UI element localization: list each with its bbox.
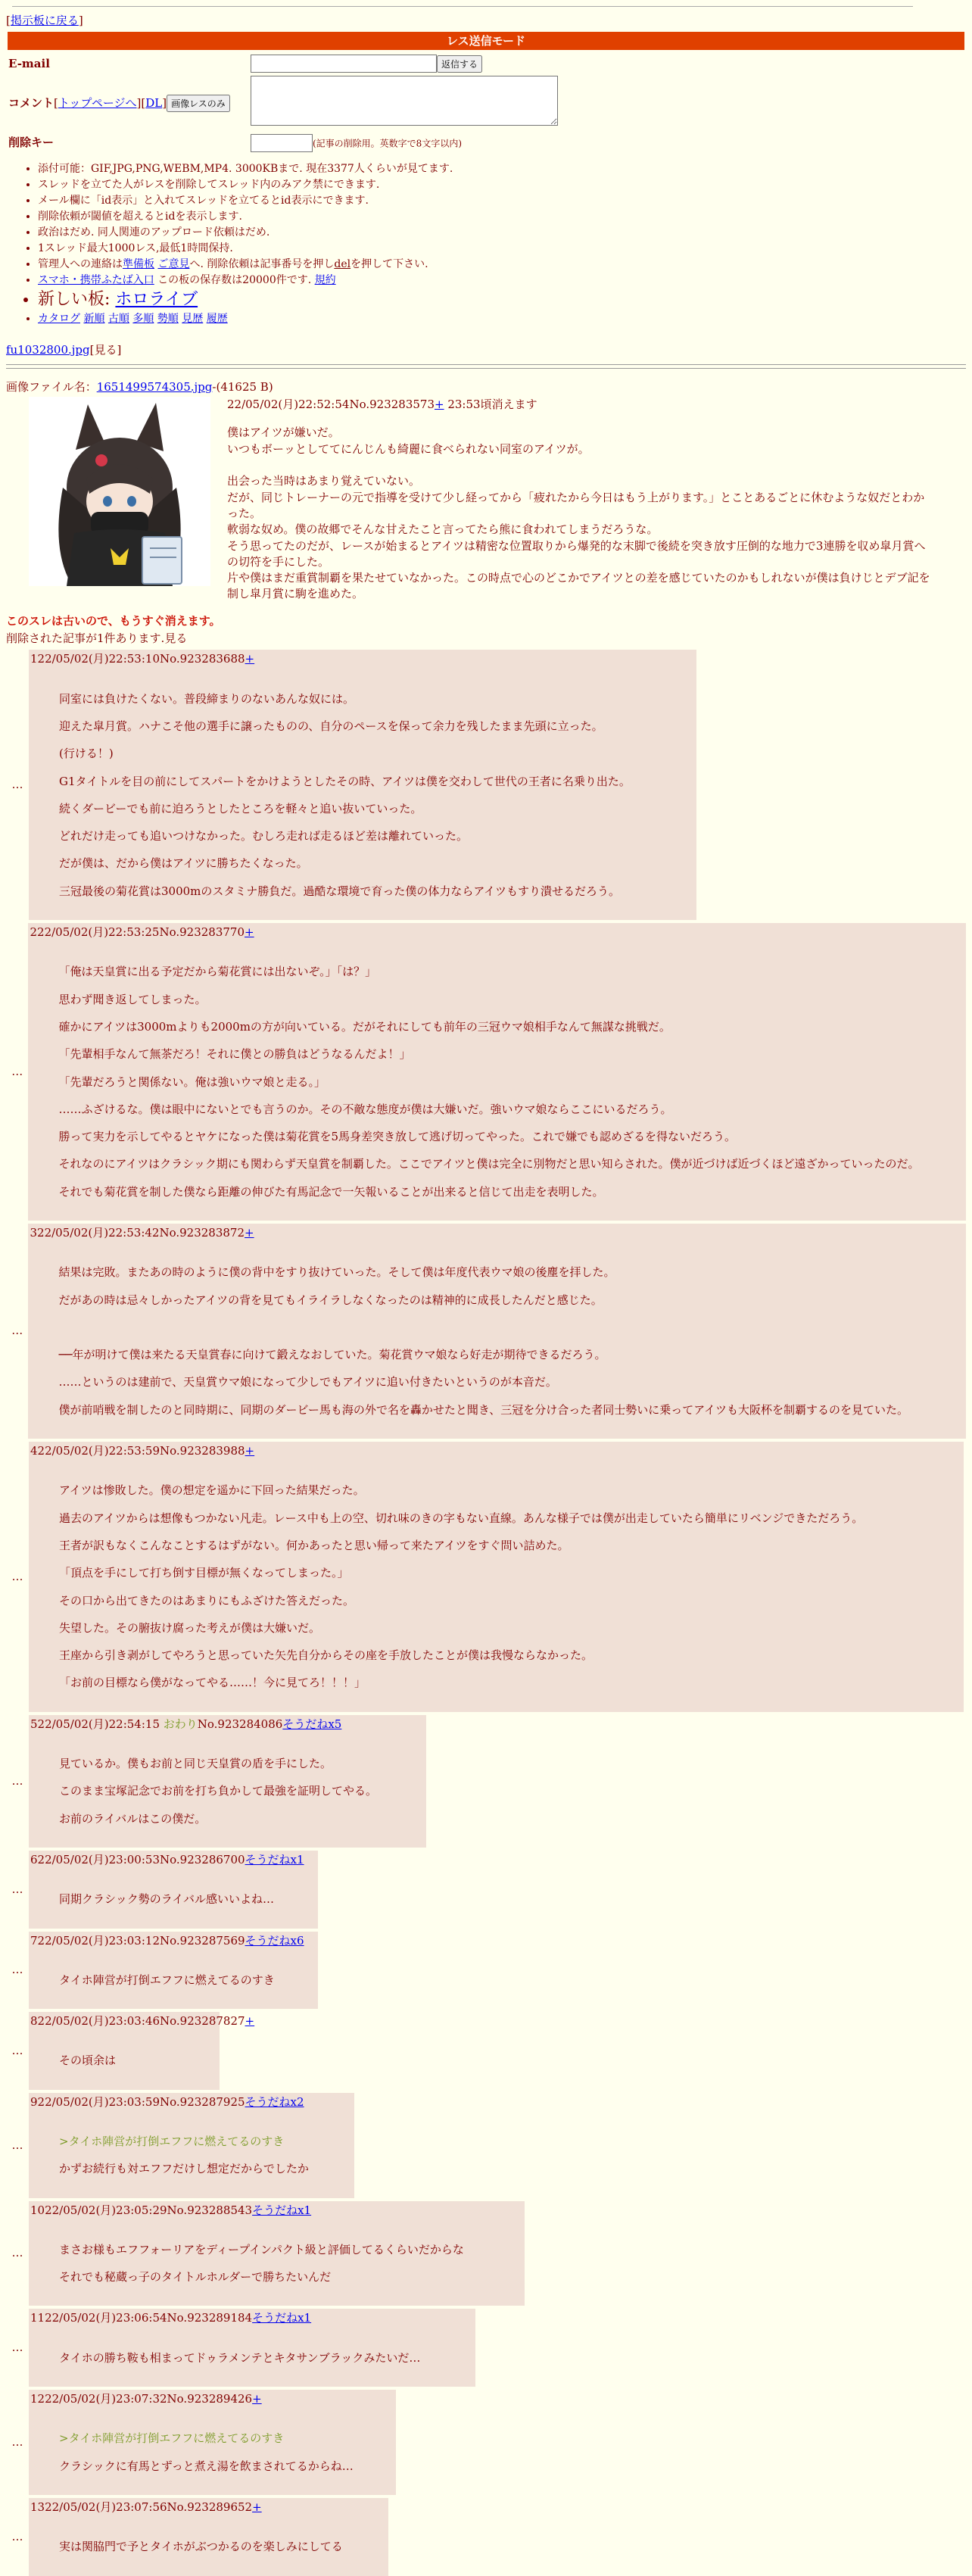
reply-marker: … <box>11 1882 23 1896</box>
expiry-warning: このスレは古いので、もうすぐ消えます。 <box>6 613 221 628</box>
catalog-link[interactable]: カタログ <box>38 312 80 325</box>
delete-key-label: 削除キー <box>8 135 55 149</box>
reply-header: 722/05/02(月)23:03:12No.923287569そうだねx6 <box>30 1933 304 1948</box>
reply-vote-link[interactable]: そうだねx5 <box>282 1717 342 1731</box>
op-image-link[interactable]: 1651499574305.jpg <box>96 379 213 394</box>
reply-vote-link[interactable]: + <box>245 2014 255 2029</box>
reply-message: 実は関脇門で予とタイホがぶつかるのを楽しみにしてる <box>59 2540 343 2554</box>
reply-header: 1122/05/02(月)23:06:54No.923289184そうだねx1 <box>30 2311 312 2325</box>
reply-quote: >タイホ陣営が打倒エフフに燃えてるのすき <box>59 2135 285 2148</box>
reply-box <box>29 2093 354 2198</box>
comment-textarea[interactable] <box>251 76 558 126</box>
email-label: E-mail <box>8 56 50 70</box>
reply-marker: … <box>11 1569 23 1583</box>
reply-message: 同期クラシック勢のライバル感いいよね… <box>59 1892 274 1907</box>
reply-header: 1022/05/02(月)23:05:29No.923288543そうだねx1 <box>30 2203 312 2217</box>
reply-box <box>28 1224 966 1439</box>
reply-marker: … <box>11 778 23 792</box>
reply-marker: … <box>11 1324 23 1338</box>
reply-box <box>29 2012 255 2090</box>
reply-header: 622/05/02(月)23:00:53No.923286700そうだねx1 <box>30 1852 304 1867</box>
reply-header: 1322/05/02(月)23:07:56No.923289652+ <box>30 2500 262 2514</box>
reply-header: 522/05/02(月)22:54:15 おわりNo.923284086そうだねx5 <box>30 1717 342 1731</box>
rule-item: • 削除依頼が閾値を超えるとidを表示します. <box>38 209 966 225</box>
reply-vote-link[interactable]: + <box>252 2392 262 2406</box>
reply-header: 422/05/02(月)22:53:59No.923283988+ <box>30 1444 255 1458</box>
view-history-link[interactable]: 見歴 <box>182 312 204 325</box>
sort-new-link[interactable]: 新順 <box>83 312 105 325</box>
reply-header: 922/05/02(月)23:03:59No.923287925そうだねx2 <box>30 2094 304 2109</box>
reply-row <box>6 2390 966 2495</box>
op-thumbnail[interactable] <box>21 397 218 586</box>
board-rules <box>6 161 966 327</box>
reply-marker: … <box>11 2138 23 2152</box>
reply-vote-link[interactable]: そうだねx1 <box>245 1852 304 1867</box>
op-body <box>227 397 966 603</box>
reply-box <box>29 1715 426 1848</box>
op-post <box>6 397 966 603</box>
rule-item: • メール欄に「id表示」と入れてスレッドを立てるとid表示にできます. <box>38 193 966 209</box>
reply-vote-link[interactable]: + <box>252 2500 262 2514</box>
rule-item-mobile: • スマホ・携帯ふたば入口 この板の保存数は20000件です. 規約 <box>38 273 966 288</box>
rule-item: • 添付可能：GIF,JPG,PNG,WEBM,MP4. 3000KBまで. 現在3377人くらいが見てます. <box>38 161 966 177</box>
reply-box <box>29 1442 964 1712</box>
reply-marker: … <box>11 1064 23 1078</box>
reply-marker: … <box>11 1963 23 1977</box>
reply-message: 「俺は天皇賞に出る予定だから菊花賞には出ないぞ。」「は？」 思わず聞き返してしまった。 確かにアイツは3000mよりも2000mの方が向いている。だがそれにしても前年の三冠ウマ娘相手なんて無謀な挑戦だ。 「先輩相手なんて無茶だろ！それに僕との勝負はどうなるんだよ！」 「先輩だろうと関係ない。俺は強いウマ娘と走る。」 ……ふざけるな。僕は眼中にないとでも言うのか。その不敵な態度が僕は大嫌いだ。強いウマ娘ならここにいるだろう。 勝って実力を示してやるとヤケになった僕は菊花賞を5馬身差突き放して逃げ切ってやった。これで嫌でも認めざるを得ないだろう。 それなのにアイツはクラシック期にも関わらず天皇賞を制覇した。ここでアイツと僕は完全に別物だと思い知らされた。僕が近づけば近づくほど遠ざかっていったのだ。 それでも菊花賞を制した僕なら距離の伸びた有馬記念で一矢報いることが出来ると信じて出走を表明した。 <box>58 965 920 1199</box>
top-page-link[interactable]: トップページへ <box>58 95 137 110</box>
reply-message: タイホ陣営が打倒エフフに燃えてるのすき <box>59 1973 275 1987</box>
feedback-link[interactable]: ご意見 <box>157 257 190 270</box>
reply-box <box>29 650 696 920</box>
mode-banner: レス送信モード <box>8 32 964 50</box>
reply-message: >タイホ陣営が打倒エフフに燃えてるのすき かずお続行も対エフフだけし想定だからでしたか <box>29 2110 354 2178</box>
reply-marker: … <box>11 1773 23 1788</box>
reply-header: 222/05/02(月)22:53:25No.923283770+ <box>30 925 254 940</box>
op-message: 僕はアイツが嫌いだ。 いつもボーッとしててにんじんも綺麗に食べられない同室のアイツが。 出会った当時はあまり覚えていない。 だが、同じトレーナーの元で指導を受けて少し経ってから「疲れたから今日はもう上がります。」とことあるごとに休むような奴だとわかった。 軟弱な奴め。僕の故郷でそんな甘えたこと言ってたら熊に食われてしまうだろうな。 そう思ってたのだが、レースが始まるとアイツは精密な位置取りから爆発的な末脚で後続を突き放す圧倒的な地力で3連勝を収め皐月賞への切符を手にした。 片や僕はまだ重賞制覇を果たせていなかった。この時点で心のどこかでアイツとの差を感じていたのかもしれないが僕は負けじとデブ記を制し皐月賞に駒を進めた。 <box>227 426 930 601</box>
reply-row <box>6 1932 966 2010</box>
reply-row <box>6 1442 966 1712</box>
rule-item-admin: • 管理人への連絡は準備板 ご意見へ. 削除依頼は記事番号を押しdelを押して下さい. <box>38 257 966 273</box>
reply-marker: … <box>11 2246 23 2260</box>
reply-box <box>29 2498 388 2576</box>
op-header: 22/05/02(月)22:52:54No.923283573+ 23:53頃消えます <box>227 398 537 412</box>
reply-box <box>28 923 966 1221</box>
reply-box <box>29 1932 318 2010</box>
reply-box <box>29 2201 525 2306</box>
reply-form: E-mail 返信する コメント[トップページへ][DL] 画像レスのみ 削除キー (記事の削除用。英数字で8文字以内) <box>6 53 560 153</box>
reply-message: 同室には負けたくない。普段締まりのないあんな奴には。 迎えた皐月賞。ハナこそ他の選手に譲ったものの、自分のペースを保って余力を残したまま先頭に立った。 (行ける！) G1タイトルを目の前にしてスパートをかけようとしたその時、アイツは僕を交わして世代の王者に名乗り出た。 続くダービーでも前に迫ろうとしたところを軽々と追い抜いていった。 どれだけ走っても追いつけなかった。むしろ走れば走るほど差は離れていった。 だが僕は、だから僕はアイツに勝ちたくなった。 三冠最後の菊花賞は3000mのスタミナ勝負だ。過酷な環境で育った僕の体力ならアイツもすり潰せるだろう。 <box>59 691 631 898</box>
rule-item-new-board: • 新しい板: ホロライブ <box>38 288 966 311</box>
back-nav: [掲示板に戻る] <box>6 14 83 27</box>
reply-message: アイツは惨敗した。僕の想定を遥かに下回った結果だった。 過去のアイツからは想像もつかない凡走。レース中も上の空、切れ味のきの字もない直線。あんな様子では僕が出走していたら簡単にリベンジできただろう。 王者が訳もなくこんなことするはずがない。何かあったと思い帰って来たアイツをすぐ問い詰めた。 「頂点を手にして打ち倒す目標が無くなってしまった。」 その口から出てきたのはあまりにもふざけた答えだった。 失望した。その腑抜け腐った考えが僕は大嫌いだ。 王座から引き剥がしてやろうと思っていた矢先自分からその座を手放したことが僕は我慢ならなかった。 「お前の目標なら僕がなってやる……！今に見てろ！！！」 <box>59 1483 864 1690</box>
reply-vote-link[interactable]: + <box>245 652 255 666</box>
uploaded-file-link[interactable]: fu1032800.jpg <box>6 342 90 357</box>
submit-button[interactable]: 返信する <box>437 55 482 73</box>
sort-old-link[interactable]: 古順 <box>107 312 129 325</box>
reply-message: まさお様もエフフォーリアをディープインパクト級と評価してるくらいだからな それでも秘蔵っ子のタイトルホルダーで勝ちたいんだ <box>59 2242 464 2284</box>
top-divider <box>12 6 913 7</box>
email-field[interactable] <box>251 55 437 73</box>
image-only-button[interactable]: 画像レスのみ <box>167 95 230 112</box>
reply-row <box>6 650 966 920</box>
reply-marker: … <box>11 2043 23 2057</box>
reply-vote-link[interactable]: そうだねx2 <box>245 2094 304 2109</box>
reply-list <box>6 650 966 2575</box>
deleted-notice: 削除された記事が1件あります.見る <box>6 632 188 646</box>
delete-key-field[interactable] <box>251 134 313 152</box>
op-file-info: 画像ファイル名：1651499574305.jpg-(41625 B) <box>6 379 273 394</box>
reply-message: 見ているか。僕もお前と同じ天皇賞の盾を手にした。 このまま宝塚記念でお前を打ち負かして最強を証明してやる。 お前のライバルはこの僕だ。 <box>59 1757 378 1826</box>
reply-row <box>6 1851 966 1929</box>
reply-vote-link[interactable]: そうだねx1 <box>252 2203 312 2217</box>
reply-header: 822/05/02(月)23:03:46No.923287827+ <box>30 2014 255 2029</box>
reply-row <box>6 2309 966 2387</box>
delete-key-hint: (記事の削除用。英数字で8文字以内) <box>313 138 462 149</box>
reply-box <box>29 2309 475 2387</box>
reply-vote-link[interactable]: + <box>245 1225 254 1240</box>
op-plus-link[interactable]: + <box>435 398 444 412</box>
reply-vote-link[interactable]: そうだねx6 <box>245 1933 304 1948</box>
reply-box <box>29 1851 318 1929</box>
divider <box>6 368 966 369</box>
uploaded-file: fu1032800.jpg[見る] <box>6 342 122 357</box>
reply-row <box>6 1224 966 1439</box>
rule-item: • スレッドを立てた人がレスを削除してスレッド内のみアク禁にできます. <box>38 177 966 193</box>
reply-row <box>6 1715 966 1848</box>
reply-row <box>6 2498 966 2576</box>
new-board-link[interactable]: ホロライブ <box>115 289 198 309</box>
back-to-board-link[interactable]: 掲示板に戻る <box>10 14 79 27</box>
terms-link[interactable]: 規約 <box>314 273 336 286</box>
rule-item: • 1スレッド最大1000レス,最低1時間保持. <box>38 241 966 257</box>
character-thumbnail-image <box>29 397 210 586</box>
reply-row <box>6 2093 966 2198</box>
mobile-entrance-link[interactable]: スマホ・携帯ふたば入口 <box>38 273 154 286</box>
reply-message: >タイホ陣営が打倒エフフに燃えてるのすき クラシックに有馬とずっと煮え湯を飲まされてるからね… <box>29 2407 396 2475</box>
reply-marker: … <box>11 2529 23 2543</box>
reply-message: タイホの勝ち鞍も相まってドゥラメンテとキタサンブラックみたいだ… <box>59 2350 421 2365</box>
rule-item: • 政治はだめ. 同人関連のアップロード依頼はだめ. <box>38 225 966 241</box>
reply-vote-link[interactable]: + <box>245 1444 255 1458</box>
reply-tag: おわり <box>159 1717 198 1731</box>
reply-vote-link[interactable]: + <box>245 925 254 940</box>
reply-header: 322/05/02(月)22:53:42No.923283872+ <box>30 1225 254 1240</box>
comment-label: コメント <box>8 95 55 110</box>
history-link[interactable]: 履歴 <box>206 312 228 325</box>
dl-link[interactable]: DL <box>145 95 163 110</box>
reply-row <box>6 2012 966 2090</box>
prep-board-link[interactable]: 準備板 <box>123 257 154 270</box>
reply-marker: … <box>11 2341 23 2355</box>
sort-many-link[interactable]: 多順 <box>132 312 154 325</box>
reply-marker: … <box>11 2434 23 2449</box>
reply-message: その頃余は <box>59 2054 117 2068</box>
reply-header: 122/05/02(月)22:53:10No.923283688+ <box>30 652 255 666</box>
rule-item-sorts <box>38 311 966 327</box>
reply-message: 結果は完敗。またあの時のように僕の背中をすり抜けていった。そして僕は年度代表ウマ娘の後塵を拝した。 だがあの時は忌々しかったアイツの背を見てもイライラしなくなったのは精神的に成長したんだと感じた。 ──年が明けて僕は来たる天皇賞春に向けて鍛えなおしていた。菊花賞ウマ娘なら好走が期待できるだろう。 ……というのは建前で、天皇賞ウマ娘になって少しでもアイツに追い付きたいというのが本音だ。 僕が前哨戦を制したのと同時期に、同期のダービー馬も海の外で名を轟かせたと聞き、三冠を分け合った者同士勢いに乗ってアイツも大阪杯を制覇するのを見ていた。 <box>58 1265 908 1417</box>
reply-header: 1222/05/02(月)23:07:32No.923289426+ <box>30 2392 262 2406</box>
reply-vote-link[interactable]: そうだねx1 <box>252 2311 312 2325</box>
reply-box <box>29 2390 396 2495</box>
divider <box>6 364 966 365</box>
sort-momentum-link[interactable]: 勢順 <box>157 312 179 325</box>
reply-quote: >タイホ陣営が打倒エフフに燃えてるのすき <box>59 2431 285 2446</box>
reply-row <box>6 923 966 1221</box>
reply-row <box>6 2201 966 2306</box>
